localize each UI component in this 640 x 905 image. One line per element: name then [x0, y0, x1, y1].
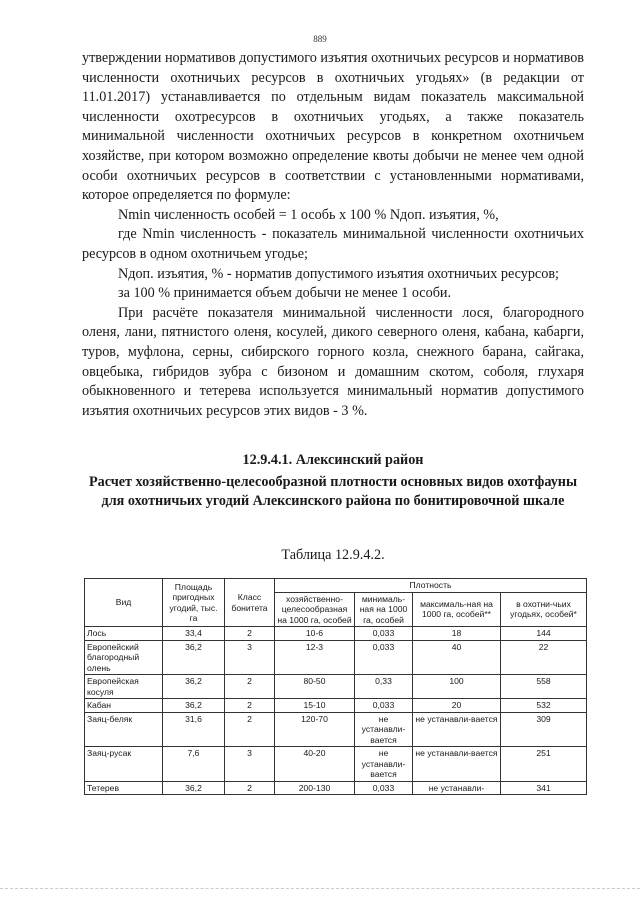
paragraph: Nдоп. изъятия, % - норматив допустимого изъятия охотничьих ресурсов;: [118, 265, 559, 282]
cell-species: Кабан: [85, 699, 163, 713]
cell-area: 36,2: [163, 640, 225, 675]
density-table: [84, 578, 587, 795]
cell-area: 7,6: [163, 747, 225, 782]
table-row: [85, 712, 587, 747]
formula-line: Nmin численность особей = 1 особь х 100 % Nдоп. изъятия, %,: [118, 206, 499, 223]
header-max: максималь-ная на 1000 га, особей**: [413, 592, 501, 627]
cell-min: не устанавли-вается: [355, 747, 413, 782]
cell-max: 20: [413, 699, 501, 713]
cell-max: не устанавли-: [413, 781, 501, 795]
header-econ: хозяйственно-целесообразная на 1000 га, особей: [275, 592, 355, 627]
table-row: [85, 747, 587, 782]
cell-min: 0,33: [355, 675, 413, 699]
cell-in-lands: 144: [501, 627, 587, 641]
cell-in-lands: 309: [501, 712, 587, 747]
cell-class: 2: [225, 675, 275, 699]
cell-econ: 80-50: [275, 675, 355, 699]
cell-species: Европейский благородный олень: [85, 640, 163, 675]
paragraph: утверждении нормативов допустимого изъятия охотничьих ресурсов и нормативов численности охотничьих ресурсов в охотничьих угодьях» (в редакции от 11.01.2017) устанавливается по отдельным видам показатель максимальной численности охотресурсов в охотничьих угодьях, а также показатель минимальной численности охотничьих ресурсов в конкретном охотничьем хозяйстве, при котором возможно определение квоты добычи не менее чем одной особи охотничьих ресурсов в соответствии с установленными нормативами, которое определяется по формуле:: [82, 50, 584, 204]
cell-species: Лось: [85, 627, 163, 641]
cell-area: 36,2: [163, 781, 225, 795]
paragraph: за 100 % принимается объем добычи не менее 1 особи.: [118, 285, 452, 302]
header-area: Площадь пригодных угодий, тыс. га: [163, 579, 225, 627]
cell-min: 0,033: [355, 640, 413, 675]
table-row: [85, 675, 587, 699]
table-row: [85, 627, 587, 641]
header-species: Вид: [85, 579, 163, 627]
cell-min: не устанавли-вается: [355, 712, 413, 747]
cell-class: 2: [225, 627, 275, 641]
cell-max: 18: [413, 627, 501, 641]
table-row: [85, 640, 587, 675]
table-row: [85, 781, 587, 795]
page-number: 889: [313, 34, 327, 44]
cell-area: 36,2: [163, 675, 225, 699]
cell-min: 0,033: [355, 627, 413, 641]
cell-econ: 12-3: [275, 640, 355, 675]
header-in-lands: в охотни-чьих угодьях, особей*: [501, 592, 587, 627]
cell-species: Заяц-русак: [85, 747, 163, 782]
cell-in-lands: 251: [501, 747, 587, 782]
cell-max: 100: [413, 675, 501, 699]
cell-species: Заяц-беляк: [85, 712, 163, 747]
cell-in-lands: 22: [501, 640, 587, 675]
table-row: [85, 699, 587, 713]
cell-min: 0,033: [355, 699, 413, 713]
cell-class: 3: [225, 640, 275, 675]
cell-class: 2: [225, 712, 275, 747]
cell-area: 33,4: [163, 627, 225, 641]
body-text: [82, 49, 584, 421]
paragraph: При расчёте показателя минимальной численности лося, благородного оленя, лани, пятнистого оленя, косулей, дикого северного оленя, кабана, кабарги, туров, муфлона, серны, сибирского горного козла, снежного барана, сайгака, овцебыка, гибридов зубра с бизоном и домашним скотом, соболя, глухаря обыкновенного и тетерева используется минимальный норматив допустимого изъятия охотничьих ресурсов этих видов - 3 %.: [82, 304, 584, 419]
section-heading: 12.9.4.1. Алексинский район: [242, 452, 424, 468]
cell-max: 40: [413, 640, 501, 675]
table-heading: Расчет хозяйственно-целесообразной плотности основных видов охотфауны для охотничьих угодий Алексинского района по бонитировочной шкале: [88, 474, 578, 509]
cell-econ: 15-10: [275, 699, 355, 713]
cell-class: 2: [225, 781, 275, 795]
header-min: минималь-ная на 1000 га, особей: [355, 592, 413, 627]
cell-max: не устанавли-вается: [413, 747, 501, 782]
cell-econ: 10-6: [275, 627, 355, 641]
cell-species: Тетерев: [85, 781, 163, 795]
cell-max: не устанавли-вается: [413, 712, 501, 747]
cell-area: 31,6: [163, 712, 225, 747]
cell-class: 2: [225, 699, 275, 713]
table-caption: Таблица 12.9.4.2.: [281, 547, 385, 563]
cell-area: 36,2: [163, 699, 225, 713]
cell-in-lands: 532: [501, 699, 587, 713]
header-class: Класс бонитета: [225, 579, 275, 627]
cell-species: Европейская косуля: [85, 675, 163, 699]
scan-edge-divider: [0, 888, 640, 891]
cell-in-lands: 558: [501, 675, 587, 699]
header-density: Плотность: [275, 579, 587, 593]
cell-class: 3: [225, 747, 275, 782]
cell-econ: 120-70: [275, 712, 355, 747]
cell-econ: 200-130: [275, 781, 355, 795]
paragraph: где Nmin численность - показатель минимальной численности охотничьих ресурсов в одном охотничьем угодье;: [82, 226, 584, 262]
cell-min: 0,033: [355, 781, 413, 795]
cell-in-lands: 341: [501, 781, 587, 795]
cell-econ: 40-20: [275, 747, 355, 782]
